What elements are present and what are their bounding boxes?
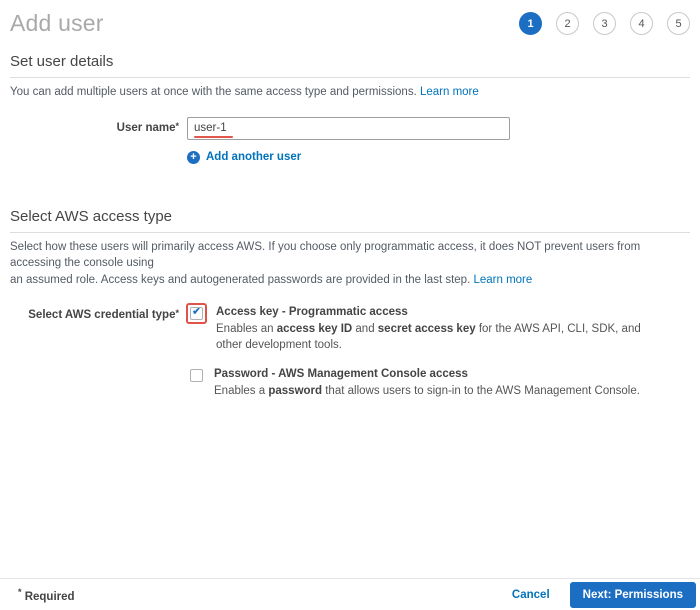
credential-type-label: Select AWS credential type* [28, 307, 179, 321]
username-input[interactable] [187, 117, 510, 140]
password-checkbox-pad [187, 366, 203, 385]
checkmark-icon: ✔ [192, 306, 201, 318]
plus-circle-icon: + [187, 151, 200, 164]
username-input-wrap [187, 117, 510, 140]
spacer-label-col [10, 151, 187, 164]
step-3-indicator: 3 [593, 12, 616, 35]
username-field-col [187, 117, 690, 140]
wizard-step-indicator [505, 12, 690, 35]
required-note: * Required [18, 586, 75, 603]
access-type-section [10, 208, 690, 399]
access-type-heading: Select AWS access type [10, 207, 173, 225]
wizard-footer [0, 578, 700, 610]
footer-actions [512, 582, 696, 608]
username-form-row [10, 117, 690, 140]
access-key-option-title: Access key - Programmatic access [216, 305, 408, 318]
credential-options [187, 304, 690, 399]
access-key-checkbox[interactable] [190, 307, 203, 320]
access-type-intro-line1: Select how these users will primarily access AWS. If you choose only programmatic access, it does NOT prevent users from accessing the console using [10, 240, 641, 270]
user-details-learn-more-link[interactable]: Learn more [419, 86, 479, 98]
password-option-title: Password - AWS Management Console access [214, 367, 468, 380]
user-details-intro [10, 84, 690, 101]
required-note-asterisk: * [18, 586, 22, 597]
red-box-annotation [186, 303, 207, 324]
cancel-button[interactable]: Cancel [511, 588, 550, 601]
user-details-section [10, 53, 690, 164]
access-type-intro-line2: an assumed role. Access keys and autogenerated passwords are provided in the last step. [10, 274, 474, 287]
step-2-indicator: 2 [556, 12, 579, 35]
credential-type-form-row [10, 304, 690, 399]
page-header [0, 0, 700, 37]
access-key-option-text [216, 304, 641, 353]
add-another-user-link[interactable] [187, 151, 301, 164]
section-divider [10, 232, 690, 233]
section-divider [10, 77, 690, 78]
password-option-desc: Enables a password that allows users to sign-in to the AWS Management Console. [214, 385, 640, 398]
next-permissions-button[interactable]: Next: Permissions [570, 582, 696, 608]
access-key-option-desc: Enables an access key ID and secret access key for the AWS API, CLI, SDK, and other development tools. [216, 322, 641, 351]
access-type-learn-more-link[interactable]: Learn more [473, 274, 533, 287]
add-another-user-label: Add another user [206, 151, 302, 164]
user-details-intro-text: You can add multiple users at once with the same access type and permissions. [10, 86, 420, 98]
step-5-indicator: 5 [667, 12, 690, 35]
required-asterisk: * [175, 307, 179, 318]
password-checkbox[interactable] [190, 369, 203, 382]
access-type-intro [10, 239, 690, 289]
option-password [187, 366, 690, 399]
step-4-indicator: 4 [630, 12, 653, 35]
required-asterisk: * [175, 120, 179, 131]
page-title: Add user [10, 10, 104, 36]
password-option-text [214, 366, 640, 399]
add-another-user-row [10, 151, 690, 164]
user-details-heading: Set user details [10, 53, 114, 70]
step-1-indicator: 1 [519, 12, 542, 35]
option-access-key [187, 304, 690, 353]
username-label: User name* [116, 120, 179, 134]
add-another-field-col [187, 151, 690, 164]
